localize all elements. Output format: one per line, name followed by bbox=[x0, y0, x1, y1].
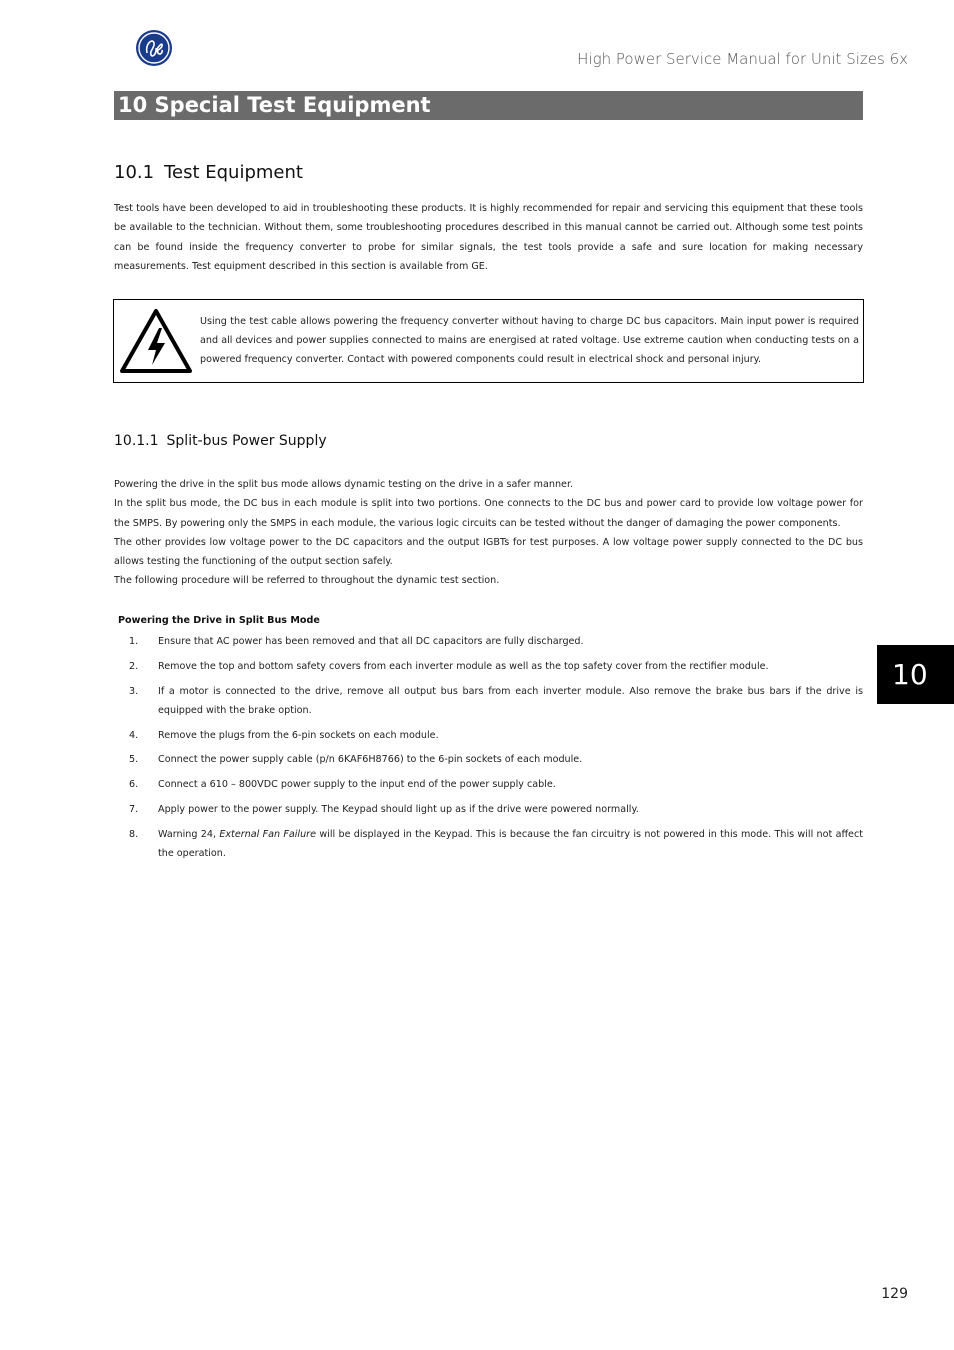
step-number: 2. bbox=[129, 660, 139, 672]
document-title: High Power Service Manual for Unit Sizes 6x bbox=[577, 50, 908, 68]
subsection-body bbox=[114, 475, 863, 591]
paragraph: The other provides low voltage power to the DC capacitors and the output IGBTs for test purposes. A low voltage power supply connected to the DC bus allows testing the functioning of the output section safely. bbox=[114, 536, 863, 568]
step-text: Ensure that AC power has been removed and that all DC capacitors are fully discharged. bbox=[158, 636, 584, 647]
paragraph: In the split bus mode, the DC bus in each module is split into two portions. One connects to the DC bus and power card to provide low voltage power for the SMPS. By powering only the SMPS in each module, the various logic circuits can be tested without the danger of damaging the power components. bbox=[114, 498, 863, 529]
list-item bbox=[114, 726, 863, 745]
list-item bbox=[114, 682, 863, 721]
step-number: 1. bbox=[129, 636, 139, 647]
section-title: Test Equipment bbox=[164, 162, 303, 183]
list-item bbox=[114, 750, 863, 769]
list-item bbox=[114, 800, 863, 819]
subsection-heading bbox=[114, 433, 327, 449]
warning-text: Using the test cable allows powering the frequency converter without having to charge DC bus capacitors. Main input power is required and all devices and power supplies connected to mains are energised at rated voltage. Use extreme caution when conducting tests on a powered frequency converter. Contact with powered components could result in electrical shock and personal injury. bbox=[200, 316, 859, 365]
paragraph: Powering the drive in the split bus mode allows dynamic testing on the drive in a safer manner. bbox=[114, 479, 574, 490]
step-text: Remove the top and bottom safety covers from each inverter module as well as the top safety cover from the rectifier module. bbox=[158, 660, 769, 672]
step-number: 4. bbox=[129, 729, 139, 741]
list-item bbox=[114, 825, 863, 864]
step-number: 7. bbox=[129, 804, 139, 816]
procedure-title: Powering the Drive in Split Bus Mode bbox=[118, 615, 320, 626]
step-number: 6. bbox=[129, 779, 139, 791]
section-intro-paragraph: Test tools have been developed to aid in troubleshooting these products. It is highly recommended for repair and servicing this equipment that these tools be available to the technician. Without them, some troubleshooting procedures described in this manual cannot be carried out. Although some test points can be found inside the frequency converter to probe for similar signals, the test tools provide a safe and sure location for making necessary measurements. Test equipment described in this section is available from GE. bbox=[114, 203, 863, 272]
step-number: 5. bbox=[129, 754, 139, 766]
page-number: 129 bbox=[881, 1286, 908, 1302]
list-item bbox=[114, 632, 863, 651]
paragraph: The following procedure will be referred to throughout the dynamic test section. bbox=[114, 575, 500, 587]
step-text: Apply power to the power supply. The Keypad should light up as if the drive were powered normally. bbox=[158, 804, 639, 816]
step-text-after: will be displayed in the Keypad. This is because the fan circuitry is not powered in this mode. This will not affect the operation. bbox=[158, 828, 863, 860]
step-text: Connect the power supply cable (p/n 6KAF6H8766) to the 6-pin sockets of each module. bbox=[158, 754, 583, 766]
step-text: Connect a 610 – 800VDC power supply to the input end of the power supply cable. bbox=[158, 779, 556, 791]
warning-box bbox=[113, 299, 864, 383]
subsection-title: Split-bus Power Supply bbox=[166, 433, 327, 449]
chapter-tab: 10 bbox=[877, 645, 954, 704]
procedure-steps-list bbox=[114, 632, 863, 869]
list-item bbox=[114, 775, 863, 794]
section-number: 10.1 bbox=[114, 162, 155, 183]
step-number: 8. bbox=[129, 828, 139, 840]
step-number: 3. bbox=[129, 685, 139, 697]
chapter-title: 10 Special Test Equipment bbox=[114, 91, 863, 120]
high-voltage-warning-icon bbox=[119, 308, 193, 374]
step-text: Remove the plugs from the 6-pin sockets on each module. bbox=[158, 729, 439, 741]
section-heading bbox=[114, 162, 303, 183]
step-text-before: Warning 24, bbox=[158, 828, 220, 840]
step-text: If a motor is connected to the drive, remove all output bus bars from each inverter module. Also remove the brake bus bars if the drive is equipped with the brake option. bbox=[158, 685, 863, 716]
step-text bbox=[158, 825, 863, 864]
subsection-number: 10.1.1 bbox=[114, 433, 159, 449]
list-item bbox=[114, 657, 863, 676]
ge-logo-icon bbox=[135, 29, 173, 67]
step-text-italic: External Fan Failure bbox=[219, 828, 317, 840]
